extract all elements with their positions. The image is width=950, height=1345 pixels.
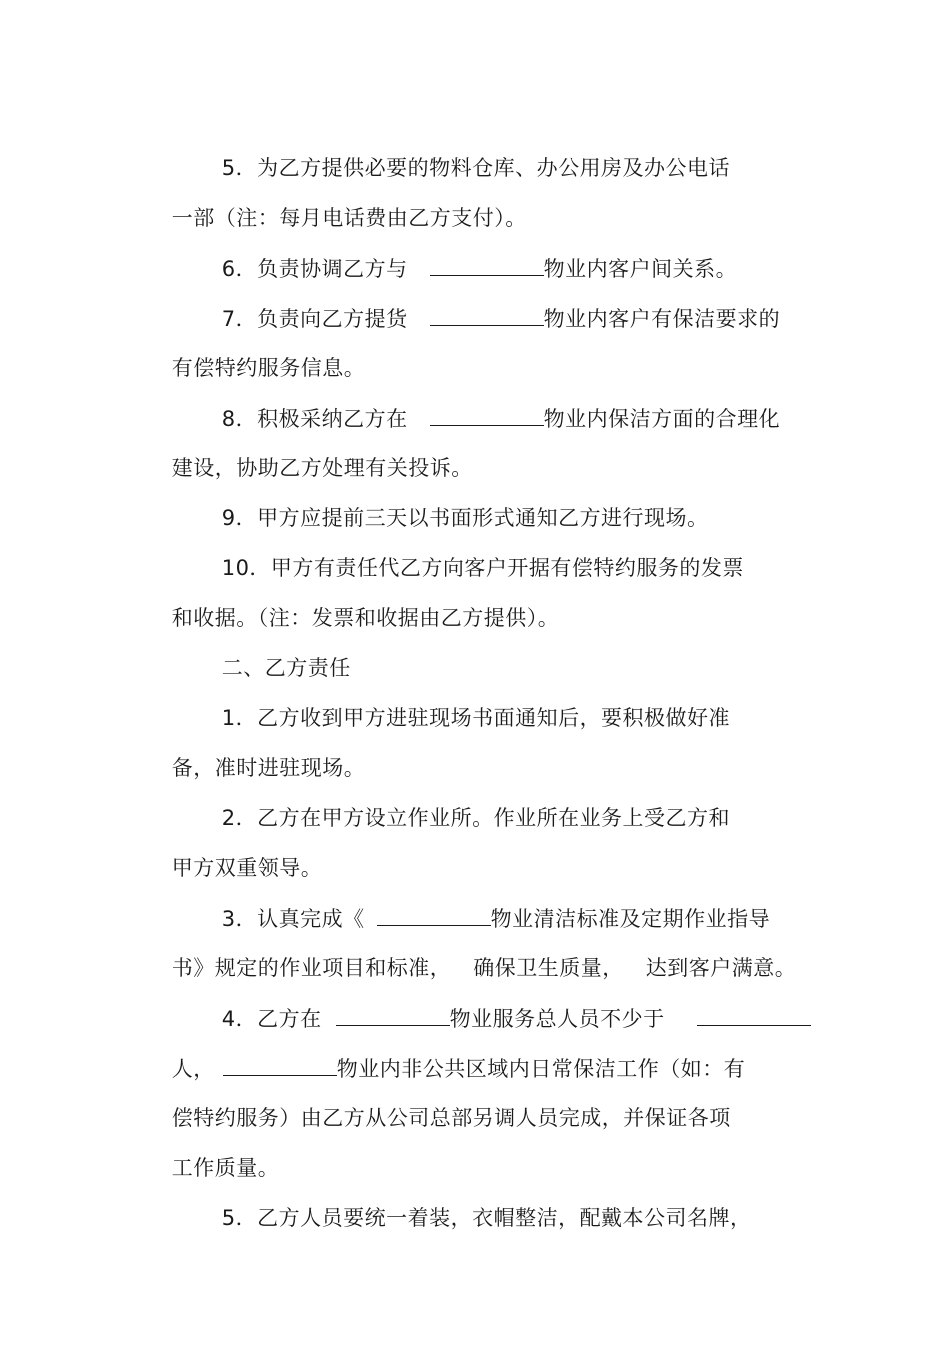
paragraph-line (143, 1029, 746, 1081)
paragraph-line (193, 229, 738, 281)
line-text: 工作质量。 (171, 1156, 280, 1180)
paragraph-line (143, 579, 560, 630)
line-text: 2．乙方在甲方设立作业所。作业所在业务上受乙方和 (221, 806, 731, 830)
line-text: 人， (171, 1057, 215, 1081)
section-heading (193, 629, 351, 680)
line-text: 6．负责协调乙方与 (221, 257, 408, 281)
paragraph-line (143, 179, 527, 230)
line-text: 物业内非公共区域内日常保洁工作（如：有 (336, 1057, 746, 1081)
paragraph-line (193, 129, 731, 180)
paragraph-line (143, 929, 797, 980)
paragraph-line (143, 729, 366, 780)
fill-in-blank (336, 1005, 450, 1026)
line-text: 3．认真完成《 (221, 907, 365, 931)
fill-in-blank (430, 305, 544, 326)
paragraph-line (193, 879, 771, 931)
line-text: 5．乙方人员要统一着装，衣帽整洁，配戴本公司名牌， (221, 1206, 752, 1230)
line-text: 和收据。（注：发票和收据由乙方提供）。 (171, 606, 560, 630)
line-text: 物业清洁标准及定期作业指导 (490, 907, 771, 931)
paragraph-line (193, 1179, 752, 1230)
line-text: 4．乙方在 (221, 1007, 322, 1031)
fill-in-blank (377, 905, 491, 926)
paragraph-line (143, 1129, 280, 1180)
line-text: 物业内客户有保洁要求的 (543, 307, 781, 331)
line-text: 二、乙方责任 (221, 656, 351, 680)
line-text: 7．负责向乙方提货 (221, 307, 408, 331)
fill-in-blank (430, 255, 544, 276)
fill-in-blank (697, 1005, 811, 1026)
fill-in-blank (430, 405, 544, 426)
paragraph-line (193, 979, 811, 1031)
line-text: 有偿特约服务信息。 (171, 356, 366, 380)
paragraph-line (143, 329, 366, 380)
line-text: 5．为乙方提供必要的物料仓库、办公用房及办公电话 (221, 156, 731, 180)
line-text: 甲方双重领导。 (171, 856, 323, 880)
line-text: 1．乙方收到甲方进驻现场书面通知后，要积极做好准 (221, 706, 731, 730)
paragraph-line (193, 779, 731, 830)
line-text: 确保卫生质量， (473, 956, 624, 980)
line-text: 建设，协助乙方处理有关投诉。 (171, 456, 473, 480)
line-text: 物业服务总人员不少于 (449, 1007, 665, 1031)
line-text: 备，准时进驻现场。 (171, 756, 366, 780)
paragraph-line (143, 1079, 731, 1130)
line-text: 一部（注：每月电话费由乙方支付）。 (171, 206, 527, 230)
line-text: 10．甲方有责任代乙方向客户开据有偿特约服务的发票 (221, 556, 744, 580)
line-text: 物业内客户间关系。 (543, 257, 738, 281)
line-text: 偿特约服务）由乙方从公司总部另调人员完成，并保证各项 (171, 1106, 731, 1130)
line-text: 达到客户满意。 (645, 956, 797, 980)
paragraph-line (193, 529, 744, 580)
paragraph-line (193, 679, 731, 730)
paragraph-line (193, 279, 781, 331)
paragraph-line (193, 379, 781, 431)
line-text: 物业内保洁方面的合理化 (543, 407, 781, 431)
line-text: 8．积极采纳乙方在 (221, 407, 408, 431)
paragraph-line (143, 429, 473, 480)
line-text: 9．甲方应提前三天以书面形式通知乙方进行现场。 (221, 506, 709, 530)
paragraph-line (143, 829, 323, 880)
fill-in-blank (223, 1055, 337, 1076)
line-text: 书》规定的作业项目和标准， (171, 956, 452, 980)
paragraph-line (193, 479, 709, 530)
